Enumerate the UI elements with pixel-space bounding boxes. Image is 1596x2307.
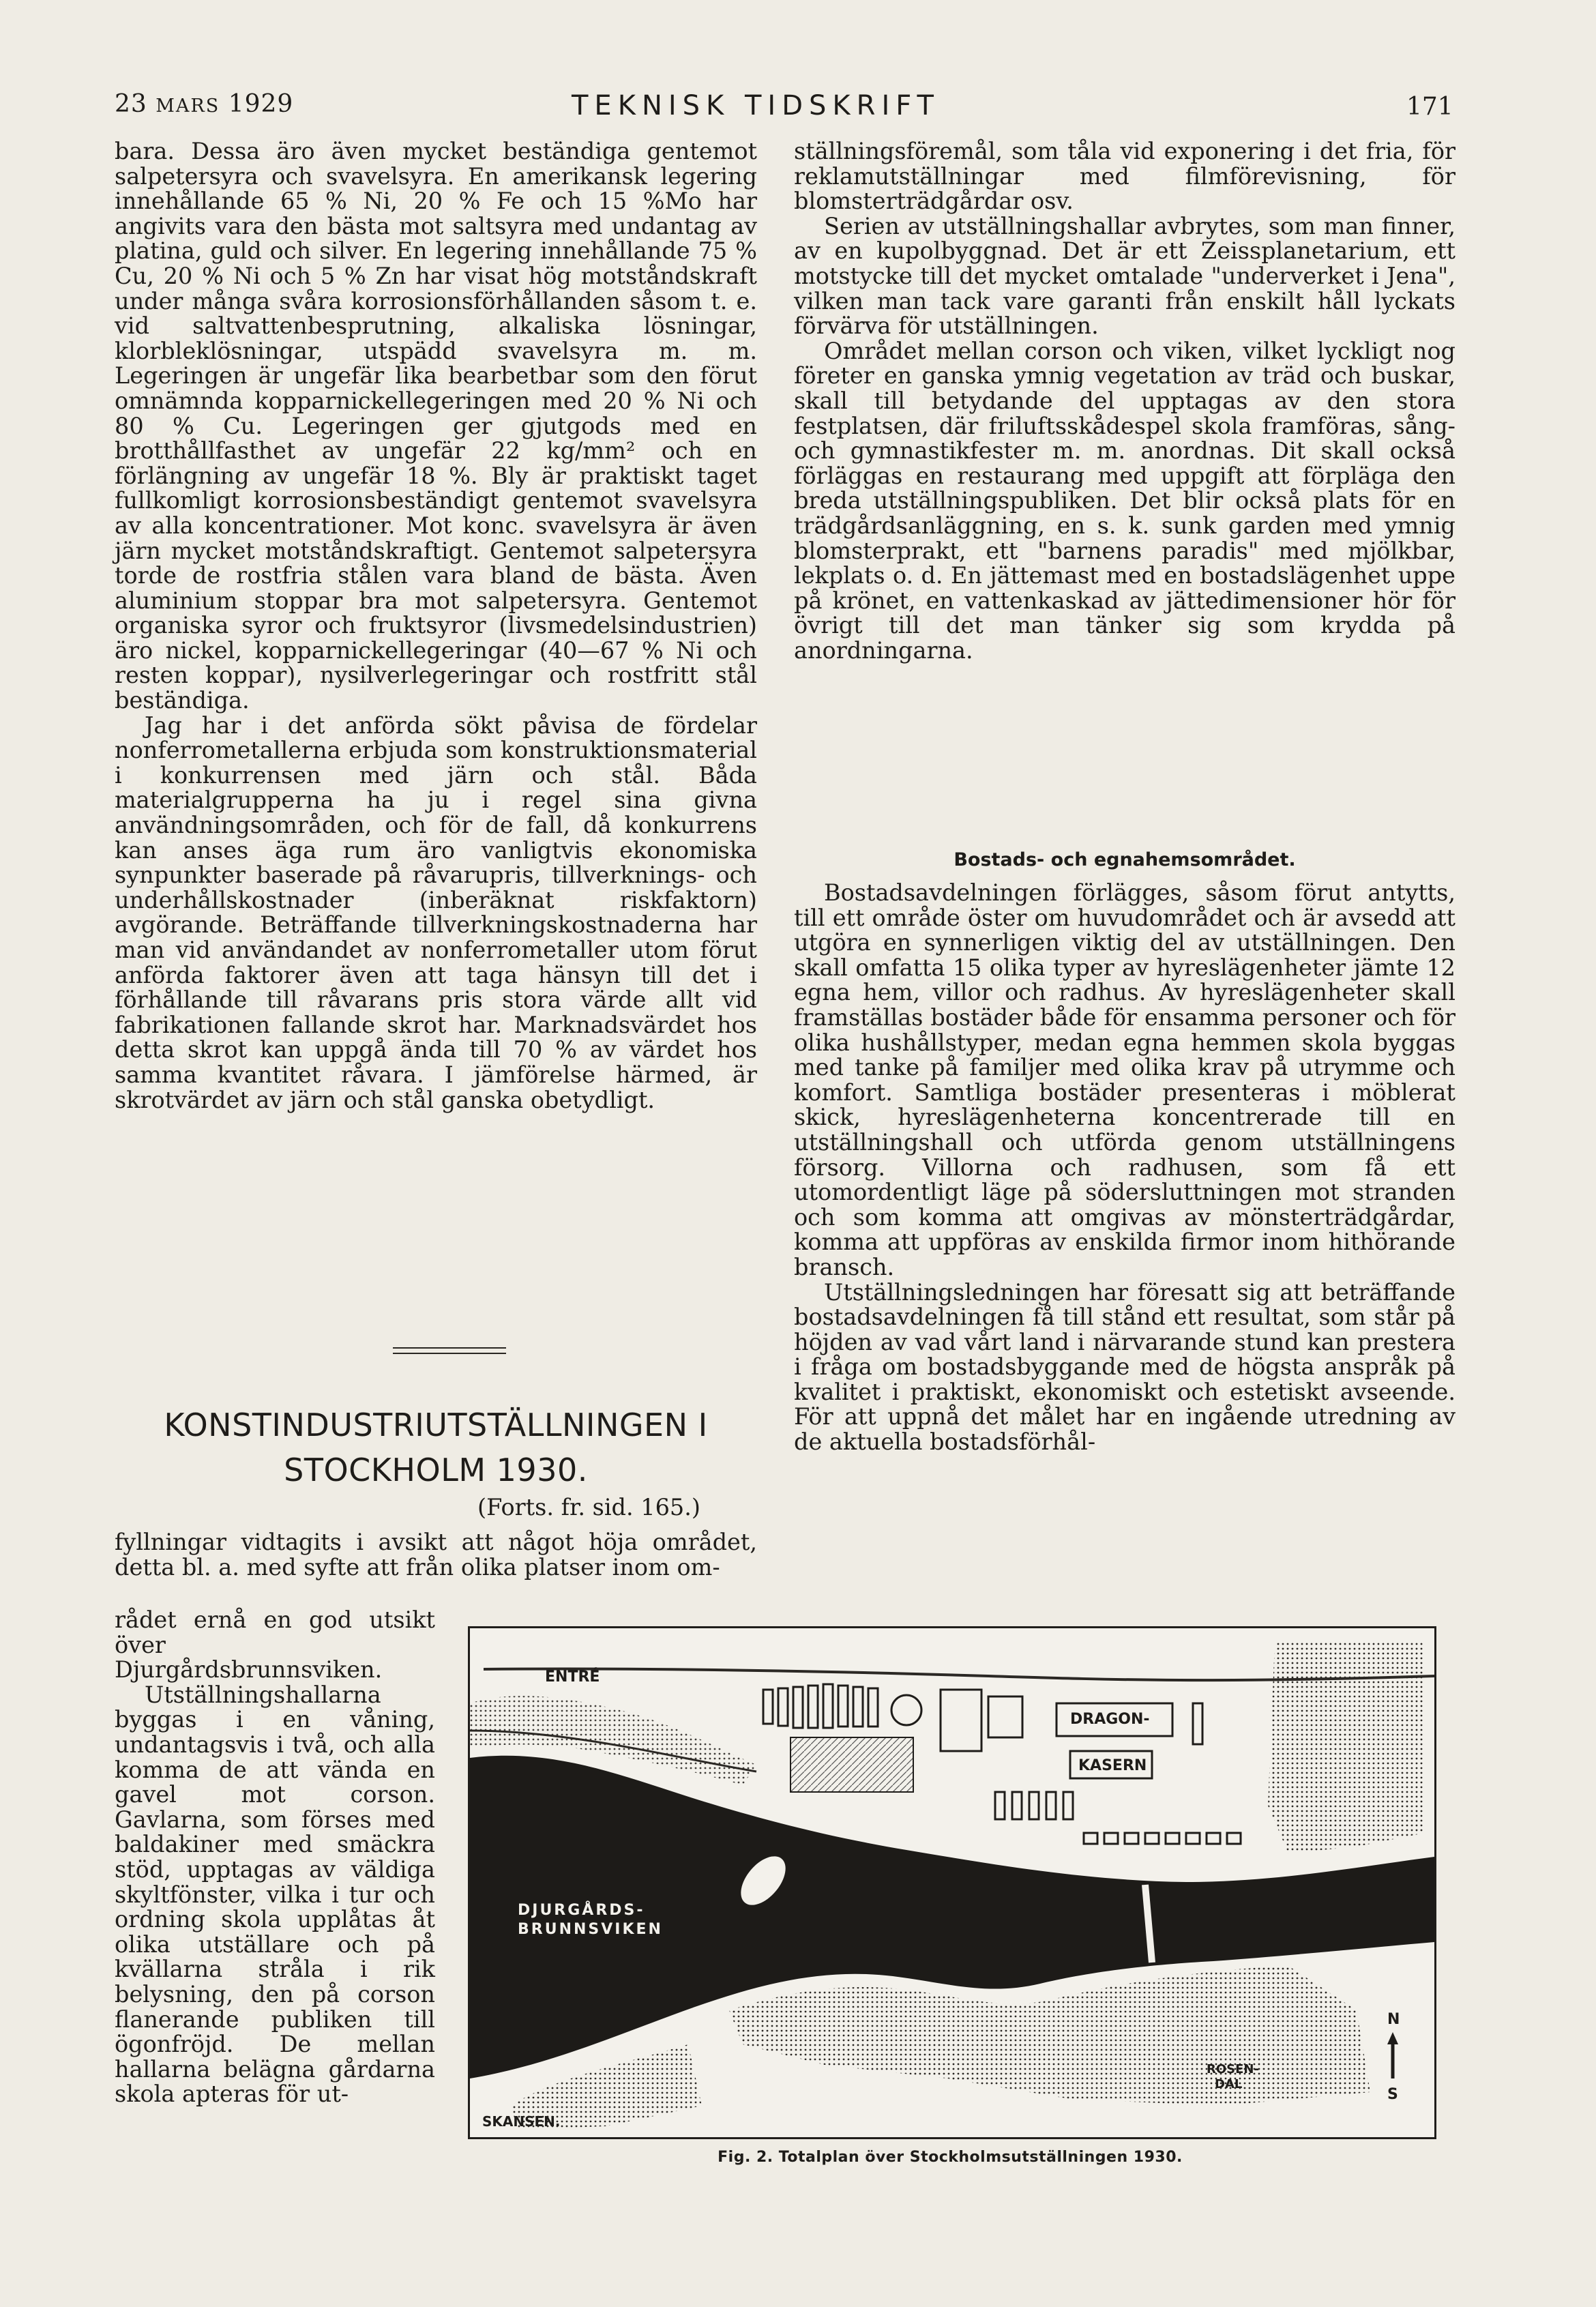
journal-title: TEKNISK TIDSKRIFT: [572, 90, 940, 121]
label-skansen: SKANSEN.: [482, 2113, 561, 2130]
separator-rule-top: [393, 1347, 506, 1349]
right-paragraph-3: Området mellan corson och viken, vilket lyckligt nog företer en ganska ymnig vegetation av träd och buskar, skall till betydande del upptagas av den stora festplatsen, där friluftsskådespel skola framföras, sång- och gymnastikfester m. m. anordnas. Dit skall också förläggas en restaurang med uppgift att förpläga den breda utställningspubliken. Det blir också plats för en trädgårdsanläggning, en s. k. sunk garden med ymnig blomsterprakt, ett "barnens paradis" med mjölkbar, lekplats o. d. En jättemast med en bostadslägenhet uppe på krönet, en vattenkaskad av jättedimensioner hör för övrigt till det man tänker sig som krydda på anordningarna.: [794, 337, 1455, 664]
article-wide-paragraph: fyllningar vidtagits i avsikt att något höja området, detta bl. a. med syfte att från olika platser inom om-: [115, 1529, 757, 1581]
label-rosendal-1: ROSEN-: [1207, 2062, 1259, 2076]
label-bay-1: DJURGÅRDS-: [518, 1902, 645, 1919]
issue-day: 23: [115, 90, 147, 118]
north-east-vegetation: [1268, 1642, 1425, 1853]
issue-year: 1929: [228, 90, 294, 118]
label-dragon: DRAGON-: [1070, 1711, 1150, 1728]
section-paragraph-2: Utställningsledningen har föresatt sig att beträffande bostadsavdelningen få till stånd ett resultat, som står på höjden av vad vårt land i närvarande stund kan prestera i fråga om bostadsbyggande med de högsta anspråk på kvalitet i praktiskt, ekonomiskt och estetiskt avseende. För att uppnå det målet har en ingående utredning av de aktuella bostadsförhål-: [794, 1278, 1455, 1456]
left-paragraph-2: Jag har i det anförda sökt påvisa de fördelar nonferrometallerna erbjuda som konstruktionsmaterial i konkurrensen med järn och stål. Båda materialgrupperna ha ju i regel sina givna användningsområden, och för de fall, då konkurrens kan anses äga rum äro vanligtvis ekonomiska synpunkter baserade på råvarupris, tillverknings- och underhållskostnader (inberäknat riskfaktorn) avgörande. Beträffande tillverkningskostnaderna har man vid användandet av nonferrometaller utom förut anförda faktorer även att taga hänsyn till det i förhållande till råvarans pris stora värde allt vid fabrikationen fallande skrot har. Marknadsvärdet hos detta skrot kan uppgå ända till 70 % av värdet hos samma kvantitet råvara. I jämförelse härmed, är skrotvärdet av järn och stål ganska obetydligt.: [115, 711, 757, 1113]
label-entrance: ENTRÉ: [545, 1669, 600, 1686]
section-paragraph-1: Bostadsavdelningen förlägges, såsom förut antytts, till ett område öster om huvudområdet och är avsedd att utgöra en synnerligen viktig del av utställningen. Den skall omfatta 15 olika typer av hyreslägenheter jämte 12 egna hem, villor och radhus. Av hyreslägenheter skall framställas bostäder både för ensamma personer och för olika hushållstyper, medan egna hemmen skola byggas med tanke på familjer med olika krav på utrymme och komfort. Samtliga bostäder presenteras i möblerat skick, hyreslägenheterna koncentrerade till en utställningshall och utförda genom utställningens försorg. Villorna och radhusen, som få ett utomordentligt läge på södersluttningen mot stranden och som komma att omgivas av mönsterträdgårdar, komma att uppföras av enskilda firmor inom hithörande bransch.: [794, 879, 1455, 1280]
issue-month: MARS: [156, 95, 220, 117]
site-plan-svg: [470, 1628, 1434, 2137]
article-title-line-2: STOCKHOLM 1930.: [284, 1452, 588, 1488]
narrow-paragraph-1: rådet ernå en god utsikt över Djurgårdsbrunnsviken.: [115, 1606, 435, 1684]
label-rosendal-2: DAL: [1215, 2077, 1243, 2091]
label-south: S: [1387, 2086, 1398, 2103]
separator-rule-bottom: [393, 1353, 506, 1354]
right-paragraph-1: ställningsföremål, som tåla vid exponering i det fria, för reklamutställningar med filmförevisning, för blomsterträdgårdar osv.: [794, 138, 1455, 215]
narrow-paragraph-2: Utställningshallarna byggas i en våning, undantagsvis i två, och alla komma de att vända en gavel mot corson. Gavlarna, som förses med baldakiner med smäckra stöd, upptagas av väldiga skyltfönster, vilka i tur och ordning skola upplåtas åt olika utställare och på kvällarna stråla i rik belysning, den på corson flanerande publiken till ögonfröjd. De mellan hallarna belägna gårdarna skola apteras för ut-: [115, 1681, 435, 2108]
right-column-section: [794, 881, 1455, 1455]
article-title-line-1: KONSTINDUSTRIUTSTÄLLNINGEN I: [164, 1407, 708, 1443]
figure-caption: Fig. 2. Totalplan över Stockholmsutställningen 1930.: [718, 2149, 1183, 2166]
label-kasern: KASERN: [1078, 1757, 1147, 1774]
section-heading: Bostads- och egnahemsområdet.: [954, 849, 1296, 870]
article-wide-text: [115, 1530, 757, 1580]
article-narrow-column: [115, 1608, 435, 2107]
issue-date: [115, 90, 293, 118]
festival-square: [790, 1737, 913, 1792]
left-column: [115, 139, 757, 1113]
page-number: 171: [1406, 93, 1453, 121]
right-column: [794, 139, 1455, 663]
label-bay-2: BRUNNSVIKEN: [518, 1921, 663, 1938]
left-paragraph-1: bara. Dessa äro även mycket beständiga gentemot salpetersyra och svavelsyra. En amerikansk legering innehållande 65 % Ni, 20 % Fe och 15 %Mo har angivits vara den bästa mot saltsyra med undantag av platina, guld och silver. En legering innehållande 75 % Cu, 20 % Ni och 5 % Zn har visat hög motståndskraft under många svåra korrosionsförhållanden såsom t. e. vid saltvattenbesprutning, alkaliska lösningar, klorbleklösningar, utspädd svavelsyra m. m. Legeringen är ungefär lika bearbetbar som den förut omnämnda kopparnickellegeringen med 20 % Ni och 80 % Cu. Legeringen ger gjutgods med en brotthållfasthet av ungefär 22 kg/mm² och en förlängning av ungefär 18 %. Bly är praktiskt taget fullkomligt korrosionsbeständigt gentemot svavelsyra av alla koncentrationer. Mot konc. svavelsyra är även järn mycket motståndskraftigt. Gentemot salpetersyra torde de rostfria stålen vara bland de bästa. Även aluminium stoppar bra mot salpetersyra. Gentemot organiska syror och fruktsyror (livsmedelsindustrien) äro nickel, kopparnickellegeringar (40—67 % Ni och resten koppar), nysilverlegeringar och rostfritt stål beständiga.: [115, 138, 757, 714]
exhibition-site-plan-map: [468, 1626, 1436, 2139]
label-north: N: [1387, 2011, 1400, 2028]
article-title: [115, 1402, 757, 1493]
right-paragraph-2: Serien av utställningshallar avbrytes, som man finner, av en kupolbyggnad. Det är ett Zeissplanetarium, ett motstycke till det mycket omtalade "underverket i Jena", vilken man tack vare garanti från enskilt håll lyckats förvärva för utställningen.: [794, 212, 1455, 340]
continued-reference: (Forts. fr. sid. 165.): [477, 1494, 700, 1520]
